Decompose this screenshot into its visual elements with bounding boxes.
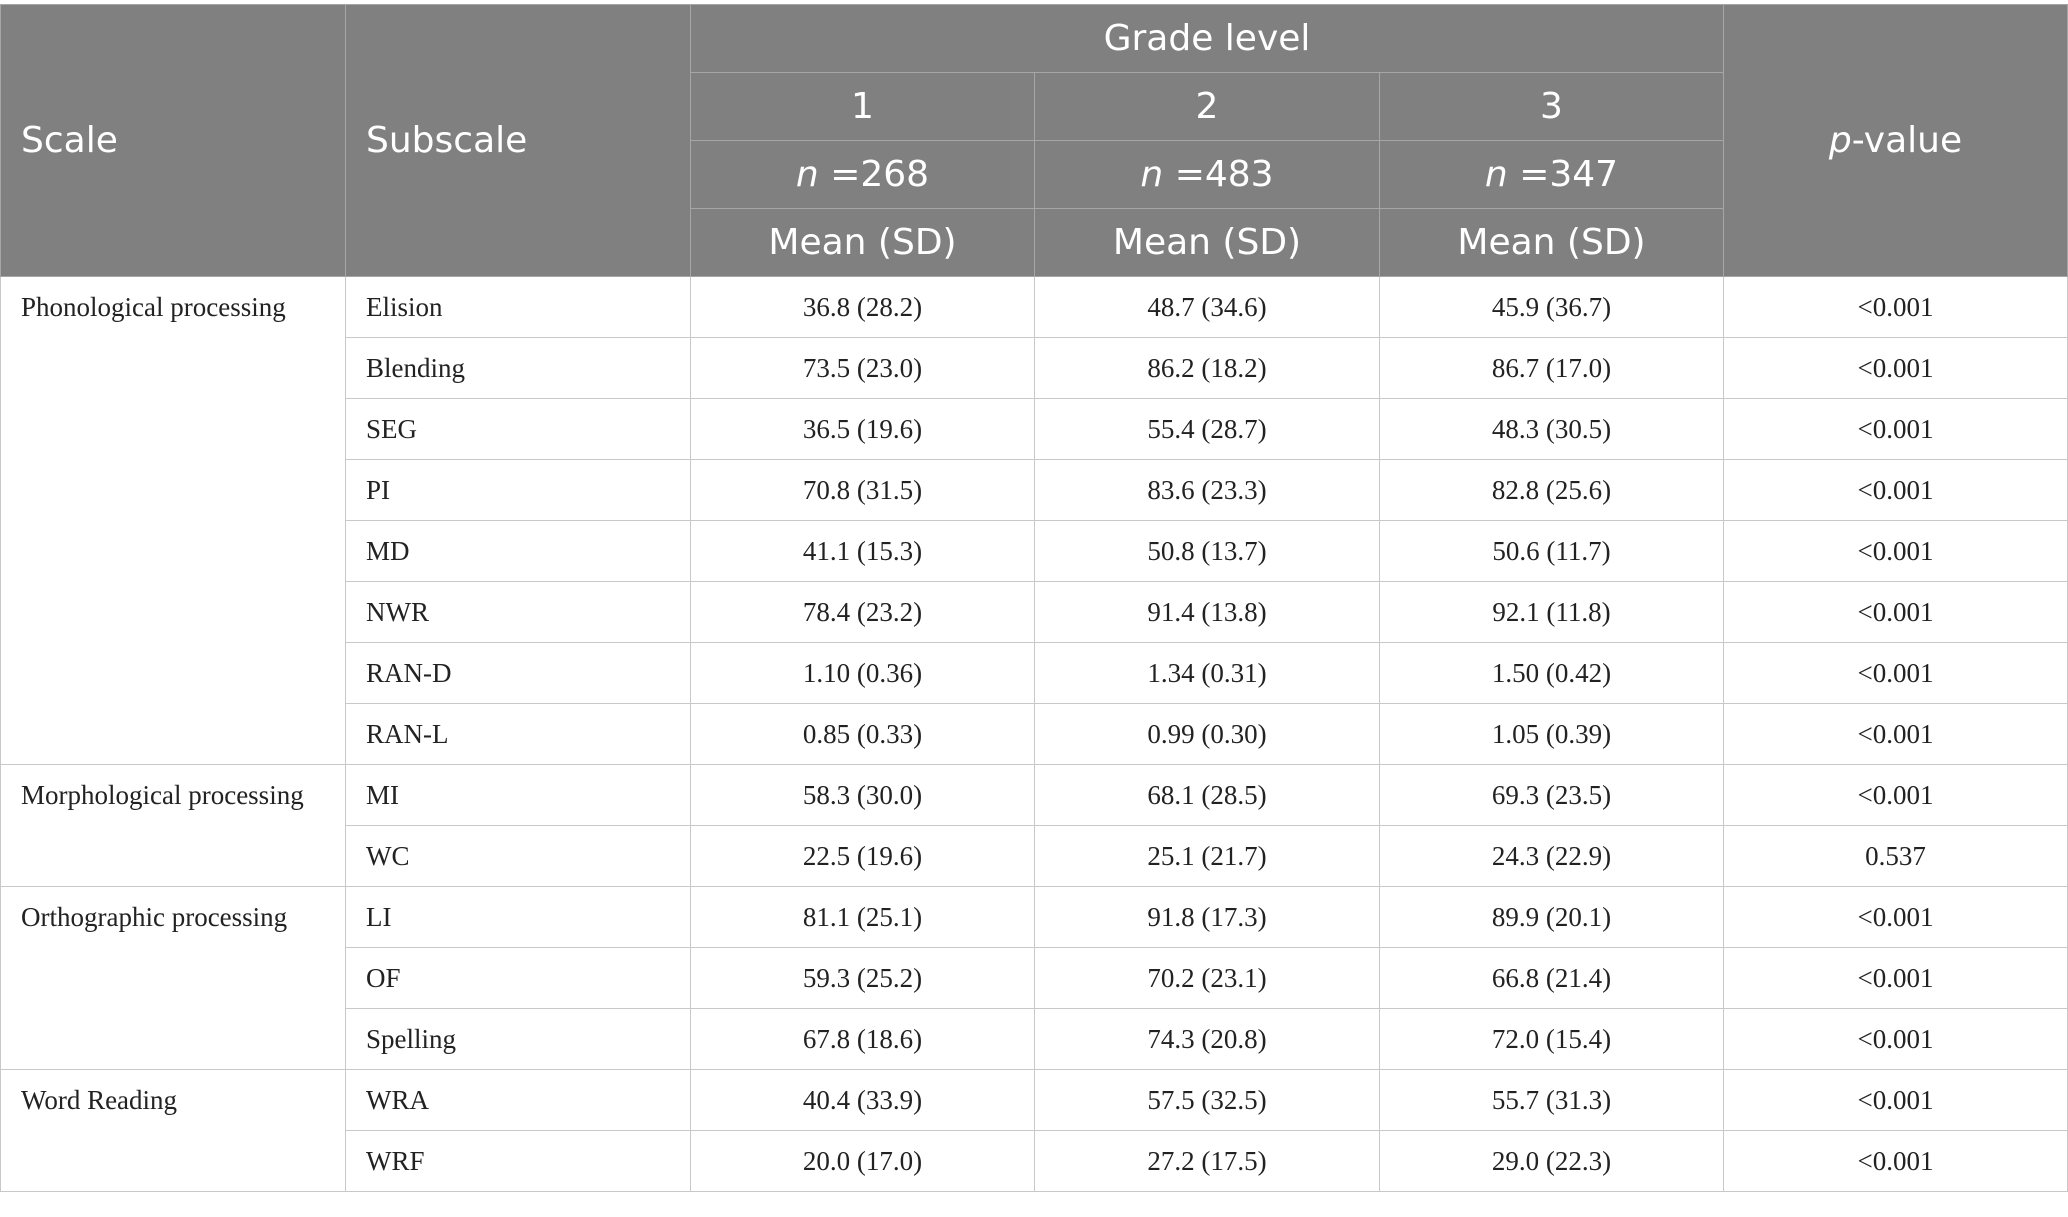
grade-1-value-cell: 58.3 (30.0) (691, 765, 1035, 826)
grade-1-value-cell: 78.4 (23.2) (691, 582, 1035, 643)
subscale-cell: Spelling (346, 1009, 691, 1070)
p-value-cell: <0.001 (1724, 887, 2068, 948)
grade-3-value-cell: 89.9 (20.1) (1380, 887, 1724, 948)
p-value-cell: <0.001 (1724, 1009, 2068, 1070)
p-value-cell: <0.001 (1724, 1131, 2068, 1192)
grade-2-value-cell: 55.4 (28.7) (1035, 399, 1380, 460)
header-stat-grade-2: Mean (SD) (1035, 209, 1380, 277)
grade-2-value-cell: 91.4 (13.8) (1035, 582, 1380, 643)
header-p-value (1724, 5, 2068, 277)
grade-3-value-cell: 45.9 (36.7) (1380, 277, 1724, 338)
header-grade-1: 1 (691, 73, 1035, 141)
subscale-cell: Elision (346, 277, 691, 338)
n-symbol: n (1140, 154, 1164, 195)
subscale-cell: PI (346, 460, 691, 521)
p-value-cell: 0.537 (1724, 826, 2068, 887)
grade-3-value-cell: 48.3 (30.5) (1380, 399, 1724, 460)
p-value-cell: <0.001 (1724, 338, 2068, 399)
p-value-cell: <0.001 (1724, 948, 2068, 1009)
header-scale: Scale (1, 5, 346, 277)
table-body (1, 277, 2068, 1192)
header-subscale: Subscale (346, 5, 691, 277)
scale-cell: Morphological processing (1, 765, 346, 887)
table-row (1, 887, 2068, 948)
grade-3-value-cell: 50.6 (11.7) (1380, 521, 1724, 582)
grade-3-value-cell: 24.3 (22.9) (1380, 826, 1724, 887)
grade-2-value-cell: 91.8 (17.3) (1035, 887, 1380, 948)
subscale-cell: OF (346, 948, 691, 1009)
header-stat-grade-1: Mean (SD) (691, 209, 1035, 277)
header-n-grade-2 (1035, 141, 1380, 209)
header-stat-grade-3: Mean (SD) (1380, 209, 1724, 277)
grade-3-value-cell: 66.8 (21.4) (1380, 948, 1724, 1009)
grade-3-value-cell: 86.7 (17.0) (1380, 338, 1724, 399)
table-header (1, 5, 2068, 277)
header-n-grade-1 (691, 141, 1035, 209)
p-value-cell: <0.001 (1724, 399, 2068, 460)
grade-1-value-cell: 59.3 (25.2) (691, 948, 1035, 1009)
table-row (1, 277, 2068, 338)
n-symbol: n (795, 154, 819, 195)
grade-3-value-cell: 29.0 (22.3) (1380, 1131, 1724, 1192)
subscale-cell: Blending (346, 338, 691, 399)
table-row (1, 1070, 2068, 1131)
subscale-cell: MI (346, 765, 691, 826)
subscale-cell: MD (346, 521, 691, 582)
p-value-suffix: -value (1851, 120, 1963, 161)
grade-2-value-cell: 74.3 (20.8) (1035, 1009, 1380, 1070)
grade-2-value-cell: 57.5 (32.5) (1035, 1070, 1380, 1131)
p-value-cell: <0.001 (1724, 765, 2068, 826)
n-value: =483 (1174, 154, 1274, 195)
grade-2-value-cell: 70.2 (23.1) (1035, 948, 1380, 1009)
grade-1-value-cell: 1.10 (0.36) (691, 643, 1035, 704)
subscale-cell: WRF (346, 1131, 691, 1192)
results-table (0, 4, 2068, 1192)
p-value-cell: <0.001 (1724, 704, 2068, 765)
grade-2-value-cell: 68.1 (28.5) (1035, 765, 1380, 826)
subscale-cell: NWR (346, 582, 691, 643)
p-value-italic-p: p (1828, 120, 1852, 161)
header-grade-2: 2 (1035, 73, 1380, 141)
header-grade-3: 3 (1380, 73, 1724, 141)
grade-1-value-cell: 22.5 (19.6) (691, 826, 1035, 887)
grade-1-value-cell: 0.85 (0.33) (691, 704, 1035, 765)
n-value: =347 (1519, 154, 1619, 195)
grade-3-value-cell: 92.1 (11.8) (1380, 582, 1724, 643)
scale-cell: Orthographic processing (1, 887, 346, 1070)
grade-1-value-cell: 81.1 (25.1) (691, 887, 1035, 948)
subscale-cell: RAN-D (346, 643, 691, 704)
grade-3-value-cell: 72.0 (15.4) (1380, 1009, 1724, 1070)
grade-2-value-cell: 27.2 (17.5) (1035, 1131, 1380, 1192)
grade-2-value-cell: 48.7 (34.6) (1035, 277, 1380, 338)
grade-2-value-cell: 83.6 (23.3) (1035, 460, 1380, 521)
p-value-cell: <0.001 (1724, 460, 2068, 521)
table-row (1, 765, 2068, 826)
n-symbol: n (1484, 154, 1508, 195)
grade-1-value-cell: 73.5 (23.0) (691, 338, 1035, 399)
grade-3-value-cell: 82.8 (25.6) (1380, 460, 1724, 521)
grade-1-value-cell: 67.8 (18.6) (691, 1009, 1035, 1070)
p-value-cell: <0.001 (1724, 277, 2068, 338)
grade-1-value-cell: 41.1 (15.3) (691, 521, 1035, 582)
grade-2-value-cell: 50.8 (13.7) (1035, 521, 1380, 582)
grade-1-value-cell: 40.4 (33.9) (691, 1070, 1035, 1131)
grade-1-value-cell: 36.8 (28.2) (691, 277, 1035, 338)
p-value-cell: <0.001 (1724, 582, 2068, 643)
header-grade-level: Grade level (691, 5, 1724, 73)
p-value-cell: <0.001 (1724, 643, 2068, 704)
grade-2-value-cell: 86.2 (18.2) (1035, 338, 1380, 399)
grade-2-value-cell: 1.34 (0.31) (1035, 643, 1380, 704)
p-value-cell: <0.001 (1724, 521, 2068, 582)
grade-1-value-cell: 36.5 (19.6) (691, 399, 1035, 460)
subscale-cell: RAN-L (346, 704, 691, 765)
grade-1-value-cell: 20.0 (17.0) (691, 1131, 1035, 1192)
grade-3-value-cell: 1.50 (0.42) (1380, 643, 1724, 704)
subscale-cell: WRA (346, 1070, 691, 1131)
n-value: =268 (830, 154, 930, 195)
grade-3-value-cell: 1.05 (0.39) (1380, 704, 1724, 765)
subscale-cell: LI (346, 887, 691, 948)
grade-2-value-cell: 0.99 (0.30) (1035, 704, 1380, 765)
scale-cell: Phonological processing (1, 277, 346, 765)
header-n-grade-3 (1380, 141, 1724, 209)
p-value-cell: <0.001 (1724, 1070, 2068, 1131)
grade-2-value-cell: 25.1 (21.7) (1035, 826, 1380, 887)
grade-3-value-cell: 55.7 (31.3) (1380, 1070, 1724, 1131)
grade-1-value-cell: 70.8 (31.5) (691, 460, 1035, 521)
scale-cell: Word Reading (1, 1070, 346, 1192)
subscale-cell: WC (346, 826, 691, 887)
subscale-cell: SEG (346, 399, 691, 460)
grade-3-value-cell: 69.3 (23.5) (1380, 765, 1724, 826)
